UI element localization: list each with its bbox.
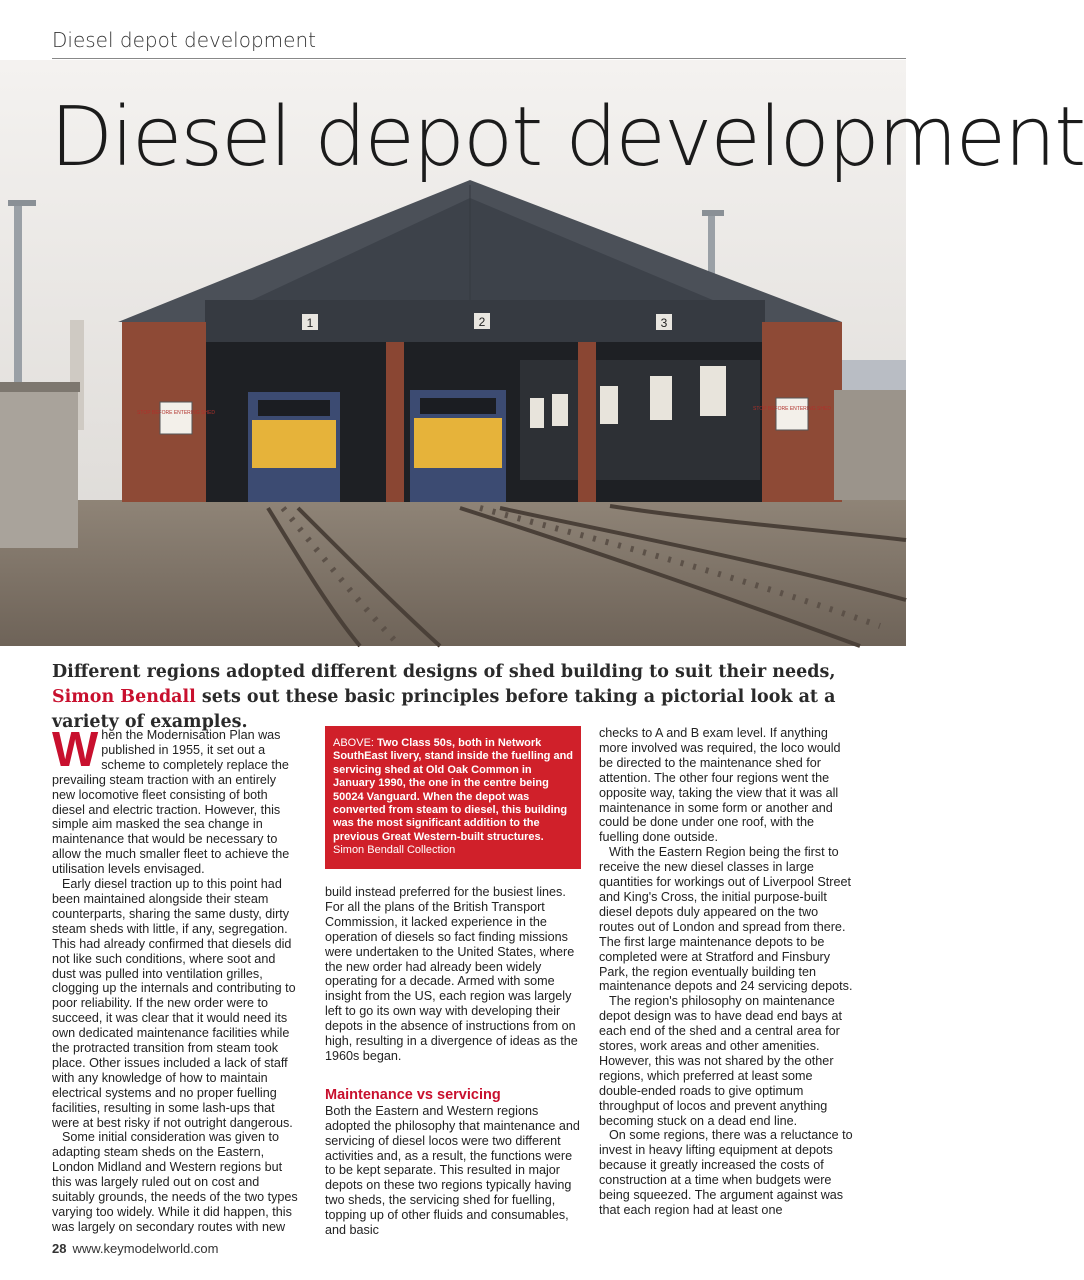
page-number: 28 — [52, 1241, 67, 1256]
page-title: Diesel depot development — [50, 90, 1084, 185]
standfirst-text-2: sets out these basic principles before taking a pictorial look at a variety of examples. — [52, 687, 836, 732]
stop-sign-right: STOP BEFORE ENTERING SHED — [753, 406, 831, 412]
bay-number-3: 3 — [660, 316, 668, 330]
caption-label: ABOVE: — [333, 737, 378, 749]
caption-text: Two Class 50s, both in Network SouthEast livery, stand inside the fuelling and servicing shed at Old Oak Common in January 1990, the one in the centre being 50024 Vanguard. When the depot was converted from steam to diesel, this building was the most significant addition to the previous Great Western-built structures. — [333, 737, 574, 843]
paragraph: On some regions, there was a reluctance to invest in heavy lifting equipment at depots because it greatly increased the costs of construction at a time when budgets were being squeezed. The argument against was that each region had at least one — [599, 1128, 853, 1217]
caption-credit: Simon Bendall Collection — [333, 844, 456, 857]
page-footer — [52, 1241, 218, 1256]
paragraph: checks to A and B exam level. If anything more involved was required, the loco would be directed to the maintenance shed for attention. The other four regions went the opposite way, taking the view that it was all maintenance in some form or another and could be done under one roof, with the fuelling done outside. — [599, 726, 841, 845]
stop-sign-left: STOP BEFORE ENTERING SHED — [137, 410, 215, 416]
paragraph: The region's philosophy on maintenance depot design was to have dead end bays at each end of the shed and a central area for stores, work areas and other amenities. However, this was not shared by the other regions, which preferred at least some double-ended roads to give optimum throughput of locos and prevent anything becoming stuck on a dead end line. — [599, 994, 842, 1128]
drop-cap: W — [52, 723, 99, 777]
author-name: Simon Bendall — [52, 687, 196, 707]
standfirst — [52, 660, 872, 735]
body-column-2 — [325, 885, 581, 1238]
body-column-1 — [52, 723, 298, 1235]
bay-number-2: 2 — [478, 315, 486, 329]
section-subhead: Maintenance vs servicing — [325, 1086, 501, 1103]
body-column-3 — [599, 726, 855, 1218]
paragraph: build instead preferred for the busiest lines. For all the plans of the British Transport Commission, it lacked experience in the operation of diesels so fact finding missions were undertaken to the United States, where the new order had already been widely operating for a decade. Armed with some insight from the US, each region was largely left to go its own way with developing their depots in the absence of instructions from on high, resulting in a divergence of ideas as the 1960s began. — [325, 885, 578, 1063]
footer-url: www.keymodelworld.com — [72, 1241, 219, 1256]
paragraph: When the Modernisation Plan was published in 1955, it set out a scheme to completely replace the prevailing steam traction with an entirely new locomotive fleet consisting of both diesel and electric traction. However, this simple aim masked the sea change in maintenance that would be necessary to allow the much smaller fleet to achieve the utilisation levels envisaged. — [52, 723, 290, 877]
running-header — [52, 28, 906, 59]
running-title: Diesel depot development — [52, 28, 316, 52]
paragraph: With the Eastern Region being the first to receive the new diesel classes in large quantities for workings out of Liverpool Street and King's Cross, the initial purpose-built diesel depots duly appeared on the two routes out of London and spread from there. The first large maintenance depots to be completed were at Stratford and Finsbury Park, the region eventually building ten maintenance depots and 24 servicing depots. — [599, 845, 853, 994]
paragraph: Some initial consideration was given to adapting steam sheds on the Eastern, London Midland and Western regions but this was largely ruled out on cost and suitably grounds, the needs of the two types varying too widely. While it did happen, this was largely on secondary routes with new — [52, 1130, 298, 1234]
paragraph: Early diesel traction up to this point had been maintained alongside their steam counterparts, sharing the same dusty, dirty steam sheds with little, if any, segregation. This had already confirmed that diesels did not like such conditions, where soot and dust was pulled into ventilation grilles, clogging up the internals and contributing to poor reliability. If the new order were to succeed, it was clear that it would need its own dedicated maintenance facilities while the protracted transition from steam took place. Other issues included a lack of staff with any knowledge of how to maintain electrical systems and no proper fuelling facilities, resulting in some lash-ups that were at best risky if not outright dangerous. — [52, 877, 296, 1130]
photo-caption — [325, 726, 581, 869]
paragraph: Both the Eastern and Western regions adopted the philosophy that maintenance and servicing of diesel locos were two different activities and, as a result, the functions were to be kept separate. This resulted in major depots on these two regions typically having two sheds, the servicing shed for fuelling, topping up of other fluids and consumables, and basic — [325, 1103, 580, 1238]
standfirst-text: Different regions adopted different designs of shed building to suit their needs, — [52, 662, 836, 682]
bay-number-1: 1 — [306, 316, 314, 330]
